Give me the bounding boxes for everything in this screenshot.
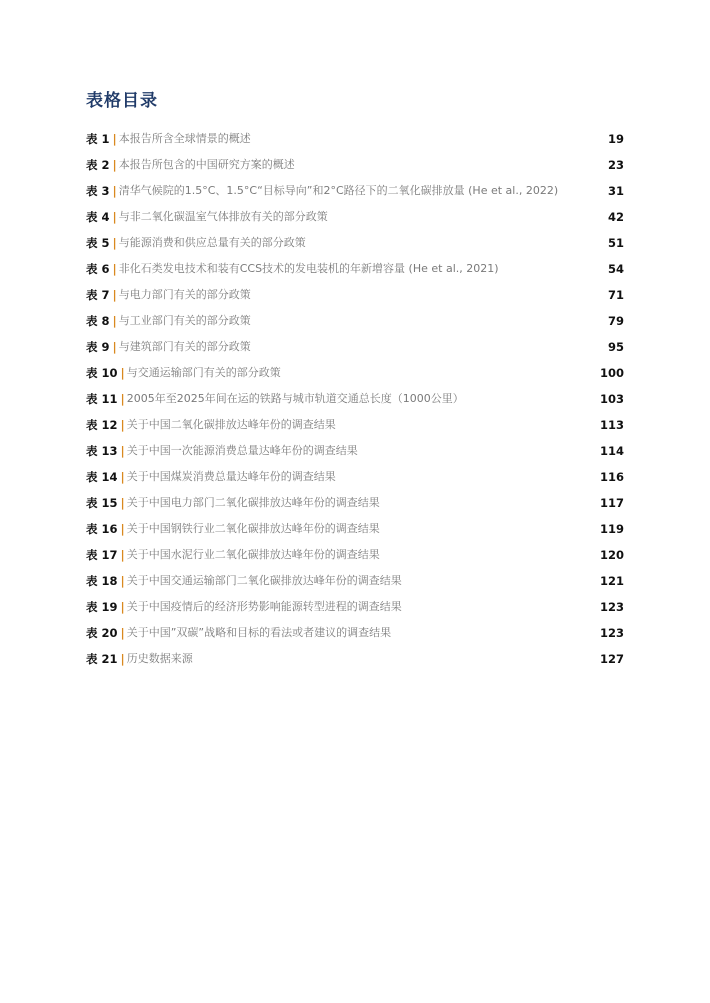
toc-entry-description: 关于中国钢铁行业二氧化碳排放达峰年份的调查结果 xyxy=(126,522,380,535)
toc-entry[interactable] xyxy=(86,568,624,594)
toc-entry-label: 表 12 xyxy=(86,418,118,432)
toc-entry-page-number: 71 xyxy=(607,288,624,302)
page-title: 表格目录 xyxy=(86,91,158,111)
toc-entry-description: 非化石类发电技术和装有CCS技术的发电装机的年新增容量 (He et al., 2021) xyxy=(118,262,499,275)
toc-entry-page-number: 51 xyxy=(607,236,624,250)
toc-entry-separator: | xyxy=(120,574,125,588)
toc-entry-label: 表 6 xyxy=(86,262,110,276)
toc-entry-separator: | xyxy=(112,184,117,198)
toc-entry-label: 表 11 xyxy=(86,392,118,406)
toc-entry-separator: | xyxy=(112,236,117,250)
toc-entry-separator: | xyxy=(120,600,125,614)
toc-entry-label: 表 16 xyxy=(86,522,118,536)
toc-entry-label: 表 3 xyxy=(86,184,110,198)
toc-entry-page-number: 95 xyxy=(607,340,624,354)
toc-entry-page-number: 120 xyxy=(599,548,624,562)
toc-entry[interactable] xyxy=(86,542,624,568)
toc-entry[interactable] xyxy=(86,464,624,490)
toc-entry-separator: | xyxy=(112,132,117,146)
toc-entry-description: 关于中国一次能源消费总量达峰年份的调查结果 xyxy=(126,444,358,457)
toc-entry[interactable] xyxy=(86,204,624,230)
toc-entry-description: 关于中国煤炭消费总量达峰年份的调查结果 xyxy=(126,470,336,483)
toc-entry-description: 关于中国疫情后的经济形势影响能源转型进程的调查结果 xyxy=(126,600,402,613)
toc-entry-label: 表 9 xyxy=(86,340,110,354)
toc-entry[interactable] xyxy=(86,490,624,516)
toc-entry-page-number: 79 xyxy=(607,314,624,328)
toc-entry-page-number: 116 xyxy=(599,470,624,484)
toc-entry[interactable] xyxy=(86,386,624,412)
toc-entry-separator: | xyxy=(120,652,125,666)
toc-entry-page-number: 123 xyxy=(599,626,624,640)
toc-entry-label: 表 10 xyxy=(86,366,118,380)
toc-entry-page-number: 103 xyxy=(599,392,624,406)
toc-entry-separator: | xyxy=(120,392,125,406)
toc-entry-page-number: 127 xyxy=(599,652,624,666)
toc-entry-description: 关于中国”双碳”战略和目标的看法或者建议的调查结果 xyxy=(126,626,392,639)
toc-entry[interactable] xyxy=(86,438,624,464)
toc-entry[interactable] xyxy=(86,152,624,178)
toc-entry-description: 2005年至2025年间在运的铁路与城市轨道交通总长度（1000公里） xyxy=(126,392,464,405)
toc-entry[interactable] xyxy=(86,178,624,204)
toc-entry-separator: | xyxy=(112,210,117,224)
toc-entry-separator: | xyxy=(120,444,125,458)
toc-entry-description: 与建筑部门有关的部分政策 xyxy=(118,340,251,353)
toc-entry-page-number: 123 xyxy=(599,600,624,614)
toc-entry-description: 历史数据来源 xyxy=(126,652,193,665)
toc-entry-label: 表 19 xyxy=(86,600,118,614)
toc-entry-description: 关于中国交通运输部门二氧化碳排放达峰年份的调查结果 xyxy=(126,574,402,587)
toc-entry[interactable] xyxy=(86,594,624,620)
toc-entry[interactable] xyxy=(86,412,624,438)
toc-entry-page-number: 42 xyxy=(607,210,624,224)
toc-entry-label: 表 18 xyxy=(86,574,118,588)
toc-entry-separator: | xyxy=(120,548,125,562)
toc-entry-separator: | xyxy=(120,418,125,432)
toc-entry-label: 表 8 xyxy=(86,314,110,328)
toc-entry[interactable] xyxy=(86,360,624,386)
toc-entry-separator: | xyxy=(112,288,117,302)
toc-entry-label: 表 21 xyxy=(86,652,118,666)
toc-entry-description: 本报告所含全球情景的概述 xyxy=(118,132,251,145)
toc-entry-page-number: 23 xyxy=(607,158,624,172)
toc-entry-label: 表 20 xyxy=(86,626,118,640)
toc-entry-page-number: 19 xyxy=(607,132,624,146)
toc-entry[interactable] xyxy=(86,256,624,282)
toc-entry-description: 与交通运输部门有关的部分政策 xyxy=(126,366,281,379)
toc-entry-separator: | xyxy=(112,262,117,276)
toc-entry-page-number: 117 xyxy=(599,496,624,510)
toc-entry-label: 表 5 xyxy=(86,236,110,250)
toc-entry-separator: | xyxy=(120,470,125,484)
toc-entry-separator: | xyxy=(112,158,117,172)
toc-entry[interactable] xyxy=(86,620,624,646)
toc-entry-description: 与非二氧化碳温室气体排放有关的部分政策 xyxy=(118,210,328,223)
toc-entry-description: 与能源消费和供应总量有关的部分政策 xyxy=(118,236,306,249)
table-of-contents xyxy=(86,126,624,672)
toc-entry-separator: | xyxy=(120,522,125,536)
toc-entry-separator: | xyxy=(120,496,125,510)
toc-entry[interactable] xyxy=(86,308,624,334)
toc-entry-page-number: 100 xyxy=(599,366,624,380)
toc-entry-page-number: 114 xyxy=(599,444,624,458)
toc-entry[interactable] xyxy=(86,126,624,152)
toc-entry-page-number: 119 xyxy=(599,522,624,536)
toc-entry[interactable] xyxy=(86,334,624,360)
toc-entry-separator: | xyxy=(120,626,125,640)
toc-entry-page-number: 113 xyxy=(599,418,624,432)
toc-entry-label: 表 13 xyxy=(86,444,118,458)
toc-entry-description: 关于中国二氧化碳排放达峰年份的调查结果 xyxy=(126,418,336,431)
toc-entry[interactable] xyxy=(86,646,624,672)
toc-entry-separator: | xyxy=(112,314,117,328)
toc-entry-label: 表 14 xyxy=(86,470,118,484)
toc-entry-page-number: 31 xyxy=(607,184,624,198)
toc-entry-separator: | xyxy=(112,340,117,354)
toc-entry-separator: | xyxy=(120,366,125,380)
toc-entry-description: 本报告所包含的中国研究方案的概述 xyxy=(118,158,295,171)
toc-entry-description: 清华气候院的1.5°C、1.5°C“目标导向”和2°C路径下的二氧化碳排放量 (He et al., 2022) xyxy=(118,184,559,197)
toc-entry-label: 表 4 xyxy=(86,210,110,224)
toc-entry-description: 与工业部门有关的部分政策 xyxy=(118,314,251,327)
toc-entry-page-number: 54 xyxy=(607,262,624,276)
toc-entry-label: 表 17 xyxy=(86,548,118,562)
toc-entry-label: 表 7 xyxy=(86,288,110,302)
toc-entry-description: 关于中国电力部门二氧化碳排放达峰年份的调查结果 xyxy=(126,496,380,509)
toc-entry-description: 关于中国水泥行业二氧化碳排放达峰年份的调查结果 xyxy=(126,548,380,561)
toc-entry-label: 表 15 xyxy=(86,496,118,510)
toc-entry[interactable] xyxy=(86,516,624,542)
toc-entry-description: 与电力部门有关的部分政策 xyxy=(118,288,251,301)
toc-entry-label: 表 1 xyxy=(86,132,110,146)
toc-entry[interactable] xyxy=(86,230,624,256)
toc-entry-label: 表 2 xyxy=(86,158,110,172)
toc-entry[interactable] xyxy=(86,282,624,308)
toc-entry-page-number: 121 xyxy=(599,574,624,588)
